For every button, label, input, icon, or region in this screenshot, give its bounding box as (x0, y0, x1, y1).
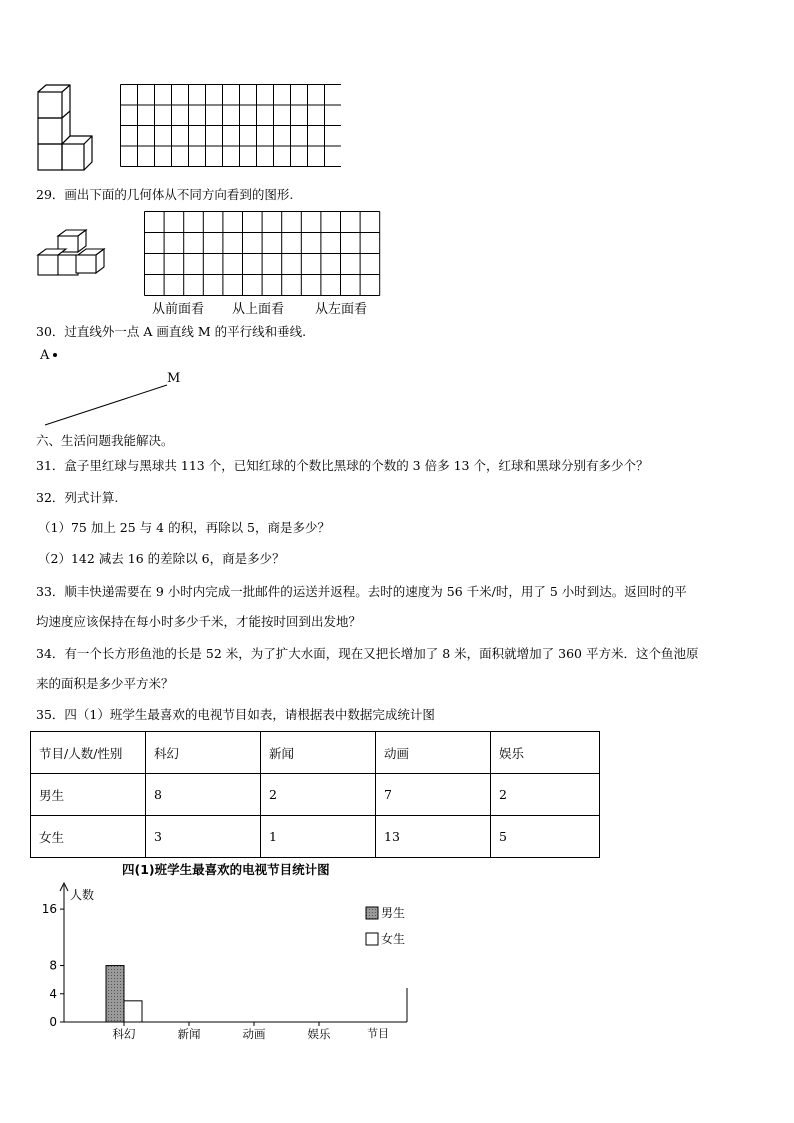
legend-label-girls: 女生 (381, 932, 406, 946)
cube-cross-figure (36, 228, 106, 280)
table-cell: 8 (146, 774, 261, 816)
y-tick-label: 8 (49, 958, 57, 973)
question-32-item-2: （2）142 减去 16 的差除以 6，商是多少？ (38, 551, 285, 566)
table-row (31, 816, 600, 858)
view-label-front: 从前面看 (152, 302, 205, 317)
chart-y-label: 人数 (70, 888, 95, 902)
question-29: 29．画出下面的几何体从不同方向看到的图形. (36, 187, 294, 202)
legend-swatch-girls (366, 933, 378, 945)
legend-label-boys: 男生 (381, 906, 406, 920)
table-header-cell: 节目/人数/性别 (31, 732, 146, 774)
chart-title: 四(1)班学生最喜欢的电视节目统计图 (122, 862, 330, 877)
table-header-cell: 新闻 (261, 732, 376, 774)
table-header-cell: 娱乐 (491, 732, 600, 774)
legend-swatch-boys (366, 907, 378, 919)
question-32-item-1: （1）75 加上 25 与 4 的积，再除以 5，商是多少？ (38, 520, 331, 535)
question-34-line-2: 来的面积是多少平方米？ (36, 676, 174, 691)
question-33-line-2: 均速度应该保持在每小时多少千米，才能按时回到出发地？ (36, 614, 362, 629)
y-tick-label: 4 (49, 986, 57, 1001)
table-header-row (31, 732, 600, 774)
tv-program-bar-chart[interactable] (30, 855, 430, 1045)
point-a-dot (53, 353, 57, 357)
drawing-grid-top[interactable] (120, 84, 341, 168)
point-a-label: A (40, 348, 50, 363)
l-shaped-cube-figure (36, 82, 94, 174)
question-33-line-1: 33．顺丰快递需要在 9 小时内完成一批邮件的运送并返程。去时的速度为 56 千米/时，用了 5 小时到达。返回时的平 (36, 584, 687, 599)
table-row (31, 774, 600, 816)
bar-girls-0 (124, 1001, 142, 1022)
table-cell: 女生 (31, 816, 146, 858)
table-cell: 13 (376, 816, 491, 858)
section-6-title: 六、生活问题我能解决。 (36, 433, 174, 448)
table-header-cell: 动画 (376, 732, 491, 774)
question-34-line-1: 34．有一个长方形鱼池的长是 52 米，为了扩大水面，现在又把长增加了 8 米，面积就增加了 360 平方米．这个鱼池原 (36, 646, 699, 661)
x-tick-label: 娱乐 (307, 1027, 331, 1041)
question-31: 31．盒子里红球与黑球共 113 个，已知红球的个数比黑球的个数的 3 倍多 13 个，红球和黑球分别有多少个？ (36, 458, 649, 473)
table-cell: 7 (376, 774, 491, 816)
x-tick-label: 动画 (242, 1027, 266, 1041)
line-m[interactable] (40, 380, 180, 430)
chart-x-label: 节目 (367, 1027, 389, 1040)
question-35: 35．四（1）班学生最喜欢的电视节目如表，请根据表中数据完成统计图 (36, 707, 435, 722)
line-m-label: M (167, 371, 181, 386)
table-header-cell: 科幻 (146, 732, 261, 774)
table-cell: 2 (491, 774, 600, 816)
table-cell: 2 (261, 774, 376, 816)
bar-boys-0 (106, 966, 124, 1022)
view-label-left: 从左面看 (315, 302, 368, 317)
y-tick-label: 0 (49, 1015, 57, 1029)
question-30: 30．过直线外一点 A 画直线 M 的平行线和垂线. (36, 324, 307, 339)
table-cell: 1 (261, 816, 376, 858)
tv-program-table (30, 731, 600, 858)
table-cell: 3 (146, 816, 261, 858)
y-tick-label: 16 (41, 902, 57, 917)
question-32: 32．列式计算. (36, 490, 119, 505)
view-label-top: 从上面看 (232, 302, 285, 317)
table-cell: 5 (491, 816, 600, 858)
table-cell: 男生 (31, 774, 146, 816)
x-tick-label: 科幻 (112, 1027, 136, 1041)
drawing-grid-views[interactable] (144, 211, 382, 297)
x-tick-label: 新闻 (177, 1027, 201, 1041)
